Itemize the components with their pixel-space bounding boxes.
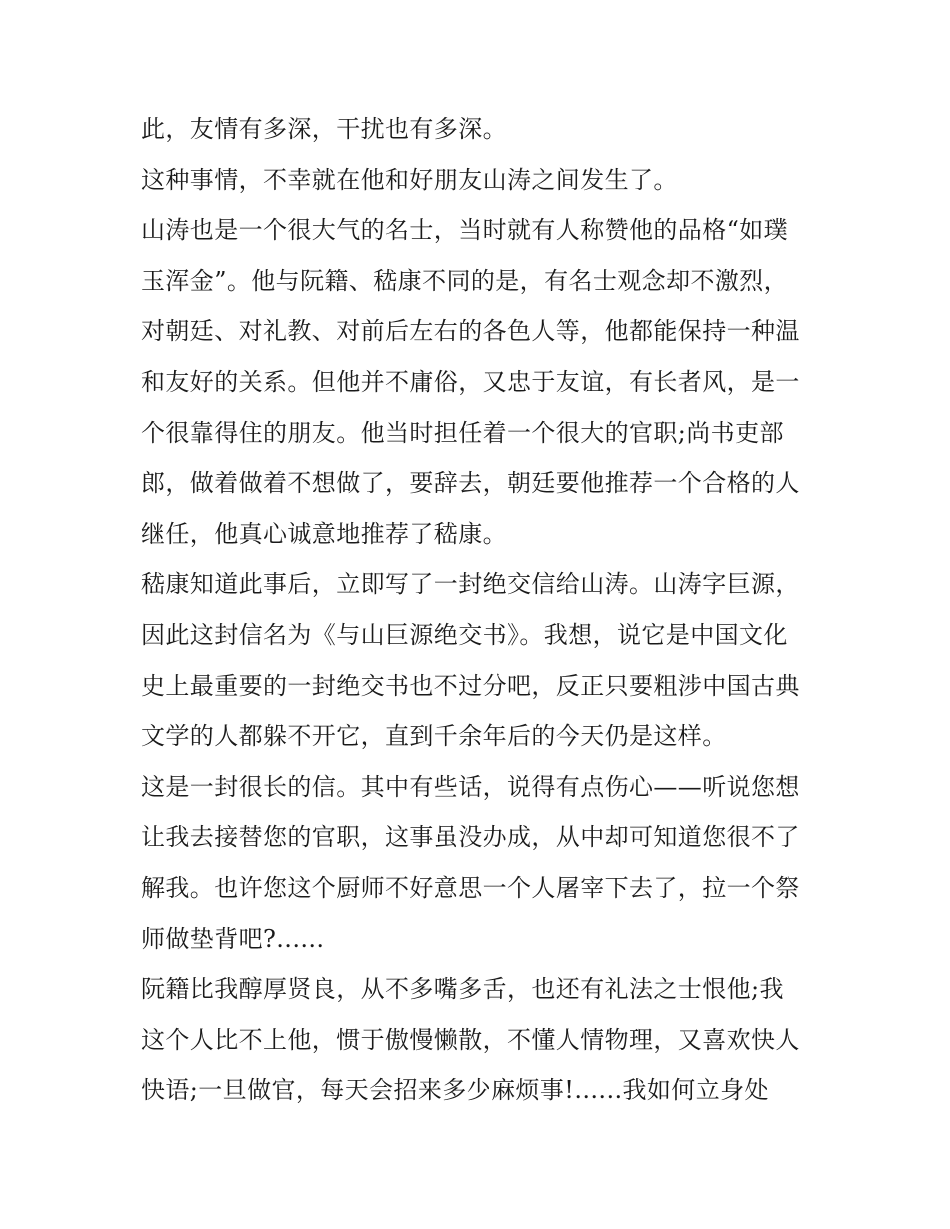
text-line: 师做垫背吧?...... bbox=[141, 924, 325, 953]
text-line: 文学的人都躲不开它，直到千余年后的今天仍是这样。 bbox=[141, 722, 727, 751]
paragraph-4 bbox=[141, 559, 821, 761]
paragraph-1 bbox=[141, 104, 821, 155]
text-line: 玉浑金”。他与阮籍、嵇康不同的是，有名士观念却不激烈， bbox=[141, 266, 789, 295]
text-line: 这是一封很长的信。其中有些话，说得有点伤心——听说您想 bbox=[141, 772, 800, 801]
text-line: 快语;一旦做官，每天会招来多少麻烦事!......我如何立身处 bbox=[141, 1076, 769, 1105]
text-line: 因此这封信名为《与山巨源绝交书》。我想，说它是中国文化 bbox=[141, 620, 788, 649]
text-line: 山涛也是一个很大气的名士，当时就有人称赞他的品格“如璞 bbox=[141, 216, 789, 245]
paragraph-2 bbox=[141, 155, 821, 206]
text-line: 这个人比不上他，惯于傲慢懒散，不懂人情物理，又喜欢快人 bbox=[141, 1025, 800, 1054]
text-line: 继任，他真心诚意地推荐了嵇康。 bbox=[141, 519, 507, 548]
text-line: 个很靠得住的朋友。他当时担任着一个很大的官职;尚书吏部 bbox=[141, 418, 784, 447]
paragraph-5 bbox=[141, 762, 821, 964]
text-line: 此，友情有多深，干扰也有多深。 bbox=[141, 115, 507, 143]
text-line: 郎，做着做着不想做了，要辞去，朝廷要他推荐一个合格的人 bbox=[141, 469, 800, 498]
document-page bbox=[141, 104, 821, 1116]
text-line: 这种事情，不幸就在他和好朋友山涛之间发生了。 bbox=[141, 165, 678, 194]
text-line: 阮籍比我醇厚贤良，从不多嘴多舌，也还有礼法之士恨他;我 bbox=[141, 975, 784, 1004]
paragraph-3 bbox=[141, 205, 821, 559]
text-line: 和友好的关系。但他并不庸俗，又忠于友谊，有长者风，是一 bbox=[141, 367, 800, 396]
text-line: 史上最重要的一封绝交书也不过分吧，反正只要粗涉中国古典 bbox=[141, 671, 800, 700]
text-line: 嵇康知道此事后，立即写了一封绝交信给山涛。山涛字巨源， bbox=[141, 570, 800, 599]
text-line: 解我。也许您这个厨师不好意思一个人屠宰下去了，拉一个祭 bbox=[141, 873, 800, 902]
text-line: 让我去接替您的官职，这事虽没办成，从中却可知道您很不了 bbox=[141, 823, 800, 852]
text-line: 对朝廷、对礼教、对前后左右的各色人等，他都能保持一种温 bbox=[141, 317, 800, 346]
paragraph-6 bbox=[141, 964, 821, 1116]
